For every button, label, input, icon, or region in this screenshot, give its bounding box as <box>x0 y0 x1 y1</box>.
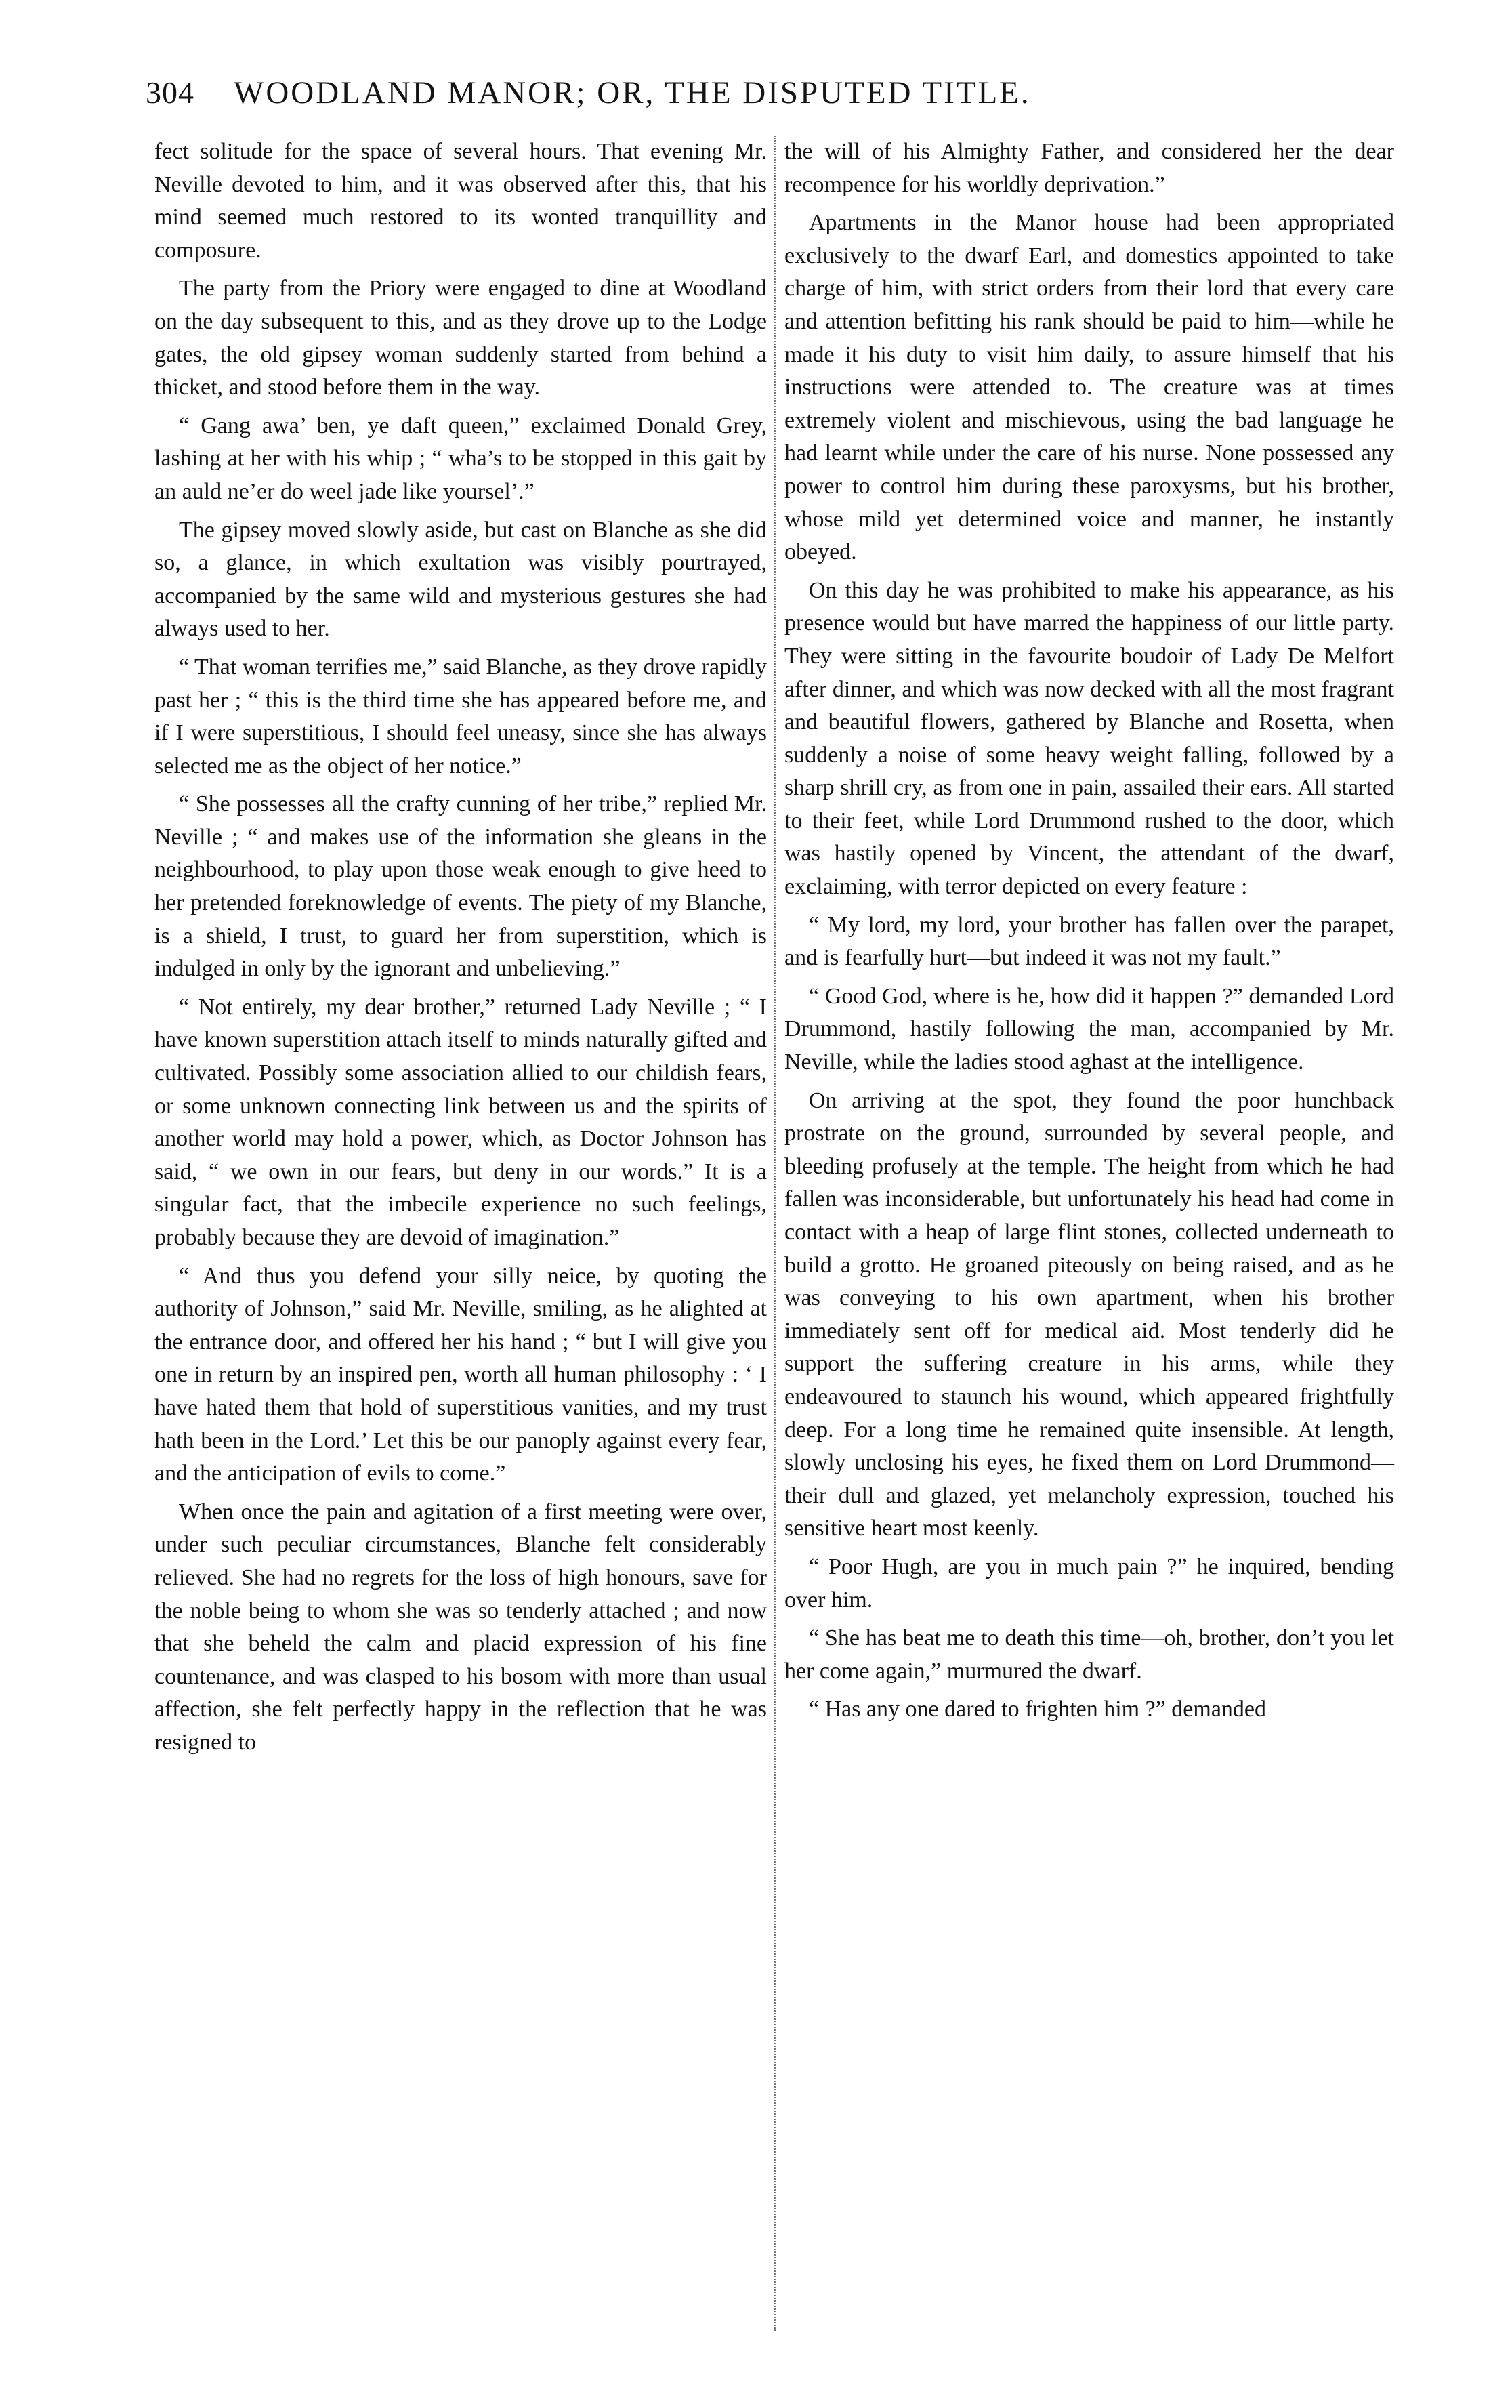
paragraph: “ Has any one dared to frighten him ?” demanded <box>809 1697 1267 1722</box>
paragraph: “ That woman terrifies me,” said Blanche, as they drove rapidly past her ; “ this is the third time she has appeared before me, and if I were superstitious, I should feel uneasy, since she has always selected me as the object of her notice.” <box>154 654 767 779</box>
column-divider <box>774 136 776 2331</box>
paragraph: “ Poor Hugh, are you in much pain ?” he inquired, bending over him. <box>784 1554 1394 1613</box>
running-title: WOODLAND MANOR; OR, THE DISPUTED TITLE. <box>234 75 1031 110</box>
paragraph: “ She possesses all the crafty cunning of her tribe,” replied Mr. Neville ; “ and makes use of the information she gleans in the neighbourhood, to play upon those weak enough to give heed to her pretended foreknowledge of events. The piety of my Blanche, is a shield, I trust, to guard her from superstition, which is indulged in only by the ignorant and unbelieving.” <box>154 791 767 982</box>
left-column <box>154 136 767 1765</box>
paragraph: “ Not entirely, my dear brother,” returned Lady Neville ; “ I have known superstition attach itself to minds naturally gifted and cultivated. Possibly some association allied to our childish fears, or some unknown connecting link between us and the spirits of another world may hold a power, which, as Doctor Johnson has said, “ we own in our fears, but deny in our words.” It is a singular fact, that the imbecile experience no such feelings, probably because they are devoid of imagination.” <box>154 994 767 1250</box>
paragraph: “ My lord, my lord, your brother has fallen over the parapet, and is fearfully hurt—but indeed it was not my fault.” <box>784 912 1394 971</box>
paragraph: “ Good God, where is he, how did it happen ?” demanded Lord Drummond, hastily following the man, accompanied by Mr. Neville, while the ladies stood aghast at the intelligence. <box>784 983 1394 1075</box>
right-column <box>784 136 1394 1732</box>
paragraph: fect solitude for the space of several hours. That evening Mr. Neville devoted to him, and it was observed after this, that his mind seemed much restored to its wonted tranquillity and composure. <box>154 139 767 263</box>
page-number: 304 <box>146 75 194 110</box>
page-header <box>146 68 1189 122</box>
paragraph: The gipsey moved slowly aside, but cast on Blanche as she did so, a glance, in which exultation was visibly pourtrayed, accompanied by the same wild and mysterious gestures she had always used to her. <box>154 517 767 642</box>
paragraph: Apartments in the Manor house had been appropriated exclusively to the dwarf Earl, and domestics appointed to take charge of him, with strict orders from their lord that every care and attention befitting his rank should be paid to him—while he made it his duty to visit him daily, to assure himself that his instructions were attended to. The creature was at times extremely violent and mischievous, using the bad language he had learnt while under the care of his nurse. None possessed any power to control him during these paroxysms, but his brother, whose mild yet determined voice and manner, he instantly obeyed. <box>784 210 1394 565</box>
paragraph: On this day he was prohibited to make his appearance, as his presence would but have marred the happiness of our little party. They were sitting in the favourite boudoir of Lady De Melfort after dinner, and which was now decked with all the most fragrant and beautiful flowers, gathered by Blanche and Rosetta, when suddenly a noise of some heavy weight falling, followed by a sharp shrill cry, as from one in pain, assailed their ears. All started to their feet, while Lord Drummond rushed to the door, which was hastily opened by Vincent, the attendant of the dwarf, exclaiming, with terror depicted on every feature : <box>784 577 1394 900</box>
paragraph: When once the pain and agitation of a first meeting were over, under such peculiar circumstances, Blanche felt considerably relieved. She had no regrets for the loss of high honours, save for the noble being to whom she was so tenderly attached ; and now that she beheld the calm and placid expression of his fine countenance, and was clasped to his bosom with more than usual affection, she felt perfectly happy in the reflection that he was resigned to <box>154 1499 767 1755</box>
paragraph: “ She has beat me to death this time—oh, brother, don’t you let her come again,” murmured the dwarf. <box>784 1625 1394 1684</box>
paragraph: the will of his Almighty Father, and considered her the dear recompence for his worldly deprivation.” <box>784 139 1394 197</box>
paragraph: The party from the Priory were engaged to dine at Woodland on the day subsequent to this, and as they drove up to the Lodge gates, the old gipsey woman suddenly started from behind a thicket, and stood before them in the way. <box>154 276 767 400</box>
paragraph: “ And thus you defend your silly neice, by quoting the authority of Johnson,” said Mr. Neville, smiling, as he alighted at the entrance door, and offered her his hand ; “ but I will give you one in return by an inspired pen, worth all human philosophy : ‘ I have hated them that hold of superstitious vanities, and my trust hath been in the Lord.’ Let this be our panoply against every fear, and the anticipation of evils to come.” <box>154 1263 767 1487</box>
paragraph: “ Gang awa’ ben, ye daft queen,” exclaimed Donald Grey, lashing at her with his whip ; “ wha’s to be stopped in this gait by an auld ne’er do weel jade like yoursel’.” <box>154 413 767 504</box>
paragraph: On arriving at the spot, they found the poor hunchback prostrate on the ground, surrounded by several people, and bleeding profusely at the temple. The height from which he had fallen was inconsiderable, but unfortunately his head had come in contact with a heap of large flint stones, collected underneath to build a grotto. He groaned piteously on being raised, and as he was conveying to his own apartment, when his brother immediately sent off for medical aid. Most tenderly did he support the suffering creature in his arms, while they endeavoured to staunch his wound, which appeared frightfully deep. For a long time he remained quite insensible. At length, slowly unclosing his eyes, he fixed them on Lord Drummond—their dull and glazed, yet melancholy expression, touched his sensitive heart most keenly. <box>784 1087 1394 1541</box>
